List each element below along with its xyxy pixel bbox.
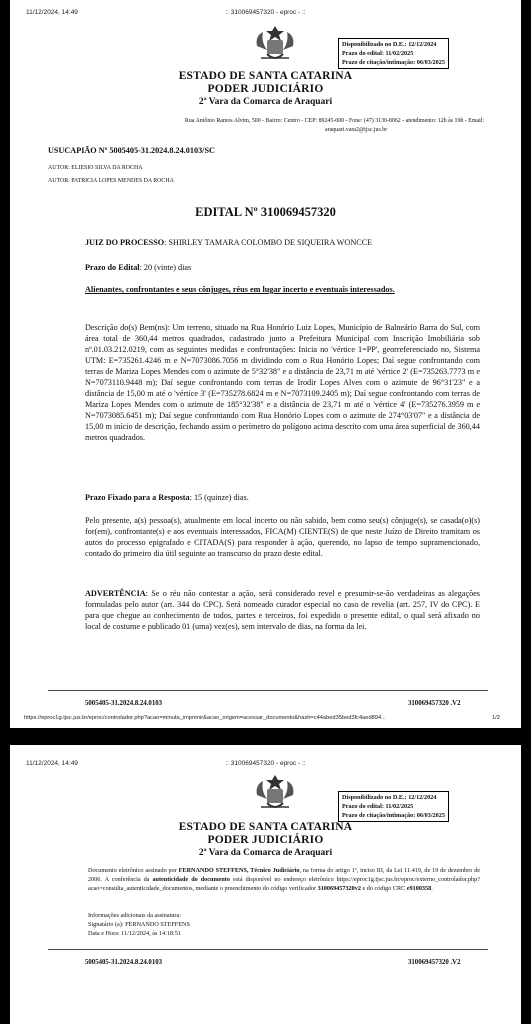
- signature-info-heading: Informações adicionais da assinatura:: [88, 912, 181, 919]
- state-name: ESTADO DE SANTA CATARINA: [178, 70, 353, 82]
- vara-name: 2ª Vara da Comarca de Araquari: [198, 848, 333, 858]
- prazo-edital-line: Prazo do Edital: 20 (vinte) dias: [85, 263, 192, 272]
- footer-case-number: 5005405-31.2024.8.24.0103: [85, 700, 163, 707]
- court-email: araquari.vara2@tjsc.jus.br: [325, 127, 388, 133]
- signature-notice: Documento eletrônico assinado por FERNANDO STEFFENS, Técnico Judiciário, na forma do artigo 1º, inciso III, da Lei 11.419, de 19 de dezembro de 2006. A conferência da autenticidade do documento está disponível no endereço eletrônico https://eproc1g.tjsc.jus.br/eproc/externo_controlador.php?acao=consulta_autenticidade_documentos, mediante o preenchimento do código verificador 310069457320v2 e do código CRC e9100358.: [88, 867, 480, 893]
- page-number: 1/2: [492, 715, 500, 721]
- document-page-2: [10, 745, 521, 1024]
- prazo-citacao-date: Prazo de citação/intimação: 06/03/2025: [342, 59, 445, 66]
- print-datetime: 11/12/2024, 14:49: [26, 9, 78, 16]
- footer-divider: [48, 949, 488, 950]
- print-title: :: 310069457320 - eproc - ::: [225, 760, 306, 767]
- document-page-1: [10, 0, 521, 728]
- publication-info-box: [338, 38, 449, 69]
- footer-document-id: 310069457320 .V2: [408, 959, 461, 966]
- author-1: AUTOR: ELIESIO SILVA DA ROCHA: [48, 165, 143, 171]
- recipients-heading: Alienantes, confrontantes e seus cônjuges, réus em lugar incerto e eventuais interessados.: [85, 285, 395, 294]
- court-name: PODER JUDICIÁRIO: [207, 83, 324, 95]
- coat-of-arms-icon: [253, 771, 297, 815]
- signature-datetime: Data e Hora: 11/12/2024, às 14:18:51: [88, 930, 181, 938]
- page-url: https://eproc1g.tjsc.jus.br/eproc/controlador.php?acao=minuta_imprimir&acao_origem=acessar_documento&hash=c44abed35bed3fc4aed894...: [24, 715, 386, 721]
- notice-paragraph: Pelo presente, a(s) pessoa(s), atualmente em local incerto ou não sabido, bem como seu(s) cônjuge(s), se casada(o)(s) for(em), confrontante(s) e aos eventuais interessados, FICA(M) CIENTE(S) de que neste Juízo de Direito tramitam os autos do processo epigrafado e CITADA(S) para responder à ação, querendo, no lapso de tempo supramencionado, contado do primeiro dia útil seguinte ao transcurso do prazo deste edital.: [85, 516, 480, 558]
- disponibilizado-date: Disponibilizado no D.E.: 12/12/2024: [342, 794, 437, 801]
- print-title: :: 310069457320 - eproc - ::: [225, 9, 306, 16]
- response-deadline: Prazo Fixado para a Resposta: 15 (quinze) dias.: [85, 493, 249, 502]
- signature-details: [88, 911, 190, 939]
- property-description: Descrição do(s) Bem(ns): Um terreno, situado na Rua Honório Luiz Lopes, Município de Balneário Barra do Sul, com área total de 360,44 metros quadrados, cadastrado junto a Prefeitura Municipal com Inscrição Imobiliária sob nº.01.03.212.0219, com as seguintes medidas e confrontações: Inicia no 'vértice 1=PP', georreferenciado no, Sistema UTM: E=735261.4246 m e N=7073086.7056 m dividindo com o Rua Honório Lopes; Daí segue confrontando com terras de Mariza Lopes Mendes com o azimute de 5°32'38" e a distância de 23,71 m até 'vértice 2' (E=735263.7773 m e N=7073110.9448 m); Daí segue confrontando com terras de Irodir Lopes Alves com o azimute de 96°31'23" e a distância de 15,00 m até o 'vértice 3' (E=735278.6824 m e N=7073109.2405 m); Daí segue confrontando com terras de Mariza Lopes Mendes com o azimute de 185°32'38" e a distância de 23,71 m até o 'vértice 4' (E=735276.3959 m e N=7073085.6451 m); Daí segue confrontando com Rua Honório Lopes com o azimute de 274°03'07" e a distância de 15,00 m início de descrição, fechando assim o perímetro do polígono acima descrito com uma área superficial de 360,44 metros quadrados.: [85, 323, 480, 442]
- footer-divider: [48, 690, 488, 691]
- case-number: USUCAPIÃO Nº 5005405-31.2024.8.24.0103/SC: [48, 146, 215, 155]
- judge-line: JUIZ DO PROCESSO: SHIRLEY TAMARA COLOMBO DE SIQUEIRA WONCCE: [85, 238, 373, 247]
- footer-case-number: 5005405-31.2024.8.24.0103: [85, 959, 163, 966]
- prazo-edital-date: Prazo do edital: 11/02/2025: [342, 803, 414, 810]
- edital-title: EDITAL Nº 310069457320: [195, 205, 336, 219]
- prazo-citacao-date: Prazo de citação/intimação: 06/03/2025: [342, 812, 445, 819]
- court-name: PODER JUDICIÁRIO: [207, 834, 324, 846]
- prazo-edital-date: Prazo do edital: 11/02/2025: [342, 50, 414, 57]
- vara-name: 2ª Vara da Comarca de Araquari: [198, 97, 333, 107]
- footer-document-id: 310069457320 .V2: [408, 700, 461, 707]
- disponibilizado-date: Disponibilizado no D.E.: 12/12/2024: [342, 41, 437, 48]
- court-address: Rua Antônio Ramos Alvim, 500 - Bairro: Centro - CEP: 89245-000 - Fone: (47) 3130-8062 - atendimento: 12h às 19h - Email:: [184, 118, 484, 124]
- signer-name: Signatário (a): FERNANDO STEFFENS: [88, 921, 190, 929]
- coat-of-arms-icon: [253, 22, 297, 66]
- publication-info-box: [338, 791, 449, 822]
- author-2: AUTOR: PATRICIA LOPES MENDES DA ROCHA: [48, 178, 174, 184]
- warning-paragraph: ADVERTÊNCIA: Se o réu não contestar a ação, será considerado revel e presumir-se-ão verdadeiras as alegações formuladas pelo autor (art. 344 do CPC). Será nomeado curador especial no caso de revelia (art. 257, IV do CPC). E para que chegue ao conhecimento de todos, partes e terceiros, foi expedido o presente edital, o qual será afixado no local de costume e publicado 01 (uma) vez(es), sem intervalo de dias, na forma da lei.: [85, 589, 480, 631]
- print-datetime: 11/12/2024, 14:49: [26, 760, 78, 767]
- state-name: ESTADO DE SANTA CATARINA: [178, 821, 353, 833]
